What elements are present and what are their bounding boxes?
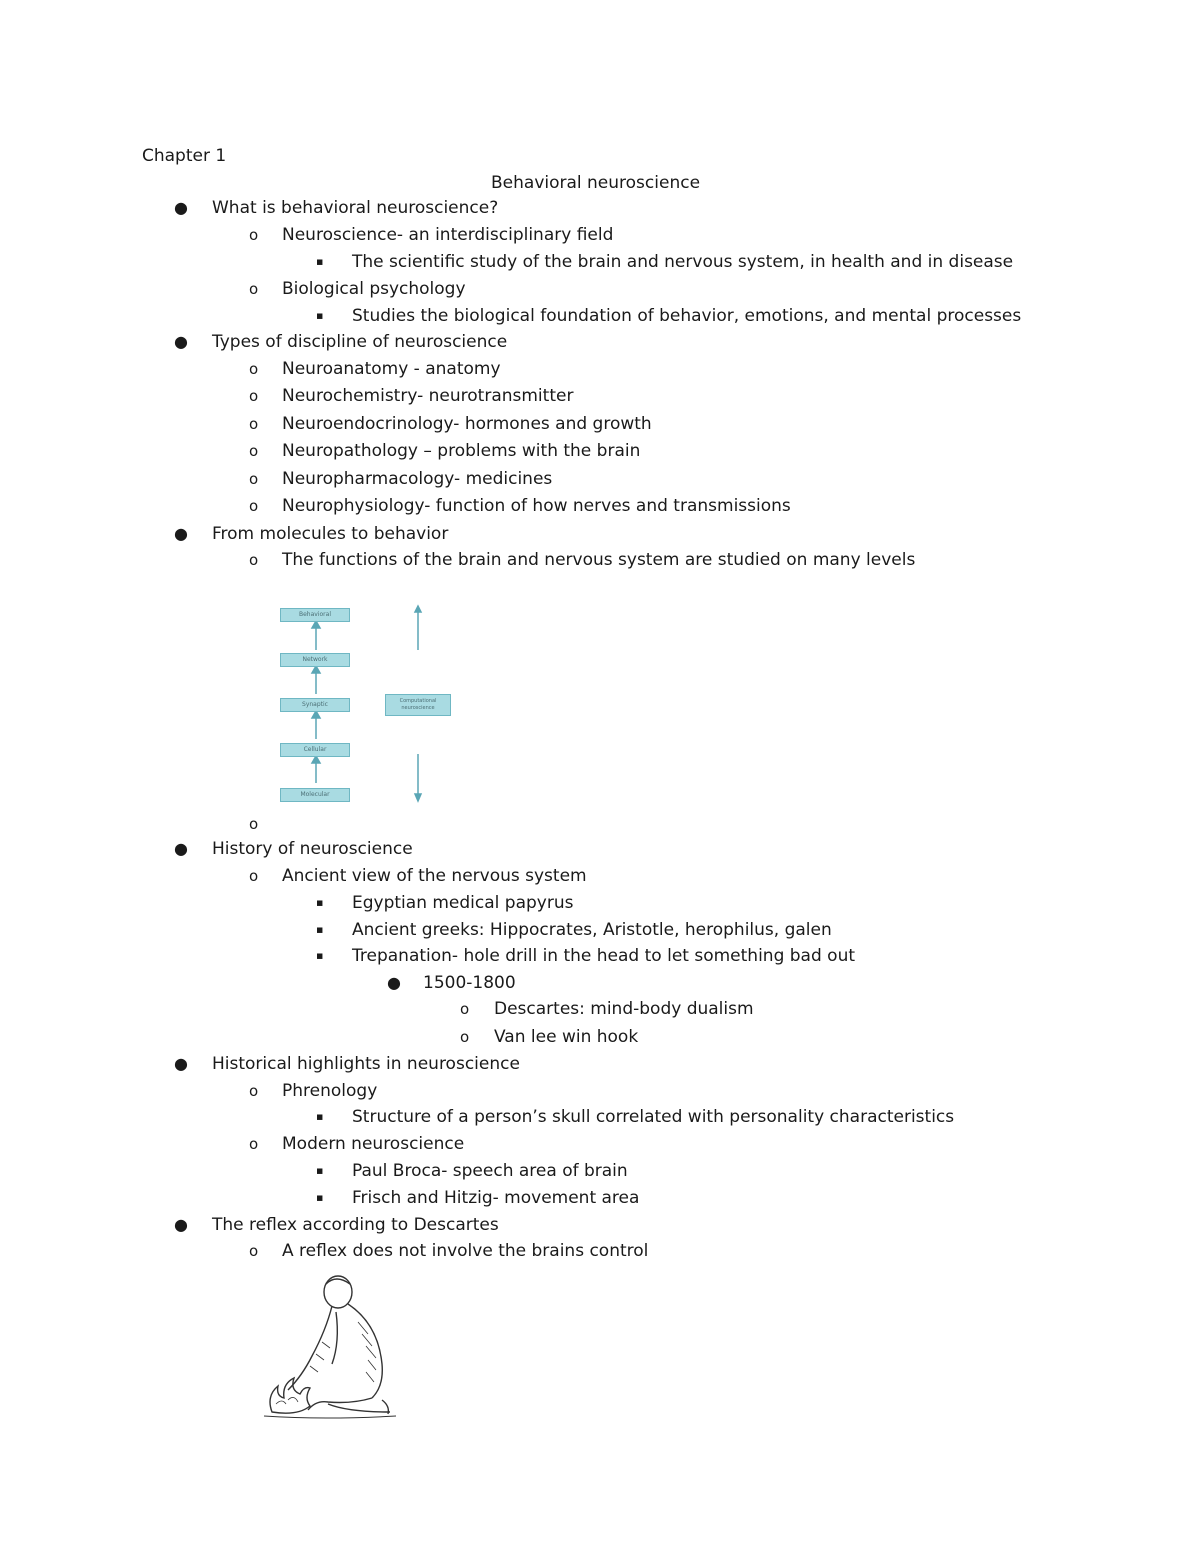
list-item-text: Neuropharmacology- medicines bbox=[282, 469, 553, 489]
ground-line bbox=[264, 1416, 396, 1418]
bullet-marker: ▪ bbox=[316, 309, 324, 322]
bullet-marker: ● bbox=[174, 198, 188, 217]
bullet-marker: o bbox=[249, 280, 259, 298]
list-item-text: 1500-1800 bbox=[423, 973, 516, 993]
descartes-reflex-illustration bbox=[262, 1272, 398, 1424]
list-item-text: Biological psychology bbox=[282, 279, 466, 299]
bullet-marker: ● bbox=[174, 1054, 188, 1073]
arrow-head bbox=[312, 666, 320, 673]
fire-flames bbox=[270, 1378, 310, 1413]
list-item-text: The reflex according to Descartes bbox=[212, 1215, 499, 1235]
bullet-marker: o bbox=[249, 360, 259, 378]
list-item-text: Frisch and Hitzig- movement area bbox=[352, 1188, 640, 1208]
figure-head bbox=[324, 1276, 352, 1308]
list-item-text: Neuropathology – problems with the brain bbox=[282, 441, 641, 461]
bullet-marker: ▪ bbox=[316, 255, 324, 268]
bullet-marker: ● bbox=[174, 839, 188, 858]
bullet-marker: o bbox=[249, 1242, 259, 1260]
bullet-marker: ▪ bbox=[316, 1164, 324, 1177]
bullet-marker: o bbox=[249, 1135, 259, 1153]
list-item-text: Modern neuroscience bbox=[282, 1134, 465, 1154]
page-title: Behavioral neuroscience bbox=[491, 173, 701, 193]
list-item-text: History of neuroscience bbox=[212, 839, 413, 859]
bullet-marker: ▪ bbox=[316, 1110, 324, 1123]
bullet-marker: o bbox=[460, 1028, 470, 1046]
list-item-text: The functions of the brain and nervous system are studied on many levels bbox=[282, 550, 916, 570]
bullet-marker: ● bbox=[174, 524, 188, 543]
arrow-head bbox=[312, 711, 320, 718]
list-item-text: Paul Broca- speech area of brain bbox=[352, 1161, 628, 1181]
figure-shin bbox=[328, 1404, 390, 1412]
level-network: Network bbox=[280, 653, 350, 667]
list-item-text: Egyptian medical papyrus bbox=[352, 893, 574, 913]
list-item-text: Studies the biological foundation of behavior, emotions, and mental processes bbox=[352, 306, 1022, 326]
level-cellular: Cellular bbox=[280, 743, 350, 757]
figure-chest bbox=[332, 1312, 337, 1364]
figure-back bbox=[348, 1304, 382, 1398]
bullet-marker: ▪ bbox=[316, 896, 324, 909]
list-item-text: Types of discipline of neuroscience bbox=[212, 332, 508, 352]
list-item-text: From molecules to behavior bbox=[212, 524, 449, 544]
bullet-marker: o bbox=[249, 415, 259, 433]
list-item-text: Neurophysiology- function of how nerves and transmissions bbox=[282, 496, 791, 516]
level-molecular: Molecular bbox=[280, 788, 350, 802]
list-item-text: Neuroendocrinology- hormones and growth bbox=[282, 414, 652, 434]
bullet-marker: ● bbox=[387, 973, 401, 992]
list-item-text: Phrenology bbox=[282, 1081, 378, 1101]
list-item-text: A reflex does not involve the brains control bbox=[282, 1241, 649, 1261]
bullet-marker: ● bbox=[174, 1215, 188, 1234]
arrow-head bbox=[312, 756, 320, 763]
levels-of-analysis-diagram bbox=[274, 598, 464, 808]
level-behavioral: Behavioral bbox=[280, 608, 350, 622]
list-item-text: Descartes: mind-body dualism bbox=[494, 999, 754, 1019]
bullet-marker: o bbox=[249, 387, 259, 405]
bullet-marker: o bbox=[460, 1000, 470, 1018]
figure-arm-shading bbox=[310, 1342, 330, 1372]
bullet-marker: o bbox=[249, 470, 259, 488]
arrow-head bbox=[415, 606, 421, 612]
list-item-text: The scientific study of the brain and nervous system, in health and in disease bbox=[352, 252, 1014, 272]
list-item-text: Van lee win hook bbox=[494, 1027, 639, 1047]
fire-detail bbox=[276, 1397, 298, 1404]
bullet-marker: ● bbox=[174, 332, 188, 351]
level-synaptic: Synaptic bbox=[280, 698, 350, 712]
bullet-marker: ▪ bbox=[316, 949, 324, 962]
bullet-marker: o bbox=[249, 815, 259, 833]
bullet-marker: o bbox=[249, 551, 259, 569]
list-item-text: Historical highlights in neuroscience bbox=[212, 1054, 520, 1074]
bullet-marker: ▪ bbox=[316, 923, 324, 936]
list-item-text: Neurochemistry- neurotransmitter bbox=[282, 386, 574, 406]
arrow-head bbox=[312, 621, 320, 628]
arrow-head bbox=[415, 794, 421, 801]
list-item-text: Ancient greeks: Hippocrates, Aristotle, herophilus, galen bbox=[352, 920, 832, 940]
bullet-marker: o bbox=[249, 442, 259, 460]
list-item-text: Trepanation- hole drill in the head to let something bad out bbox=[352, 946, 856, 966]
chapter-heading: Chapter 1 bbox=[142, 146, 227, 166]
bullet-marker: o bbox=[249, 226, 259, 244]
bullet-marker: ▪ bbox=[316, 1191, 324, 1204]
computational-neuroscience-box: Computational neuroscience bbox=[385, 694, 451, 716]
list-item-text: Ancient view of the nervous system bbox=[282, 866, 587, 886]
bullet-marker: o bbox=[249, 867, 259, 885]
list-item-text: What is behavioral neuroscience? bbox=[212, 198, 499, 218]
bullet-marker: o bbox=[249, 497, 259, 515]
list-item-text: Neuroanatomy - anatomy bbox=[282, 359, 501, 379]
bullet-marker: o bbox=[249, 1082, 259, 1100]
list-item-text: Neuroscience- an interdisciplinary field bbox=[282, 225, 614, 245]
list-item-text: Structure of a person’s skull correlated with personality characteristics bbox=[352, 1107, 955, 1127]
